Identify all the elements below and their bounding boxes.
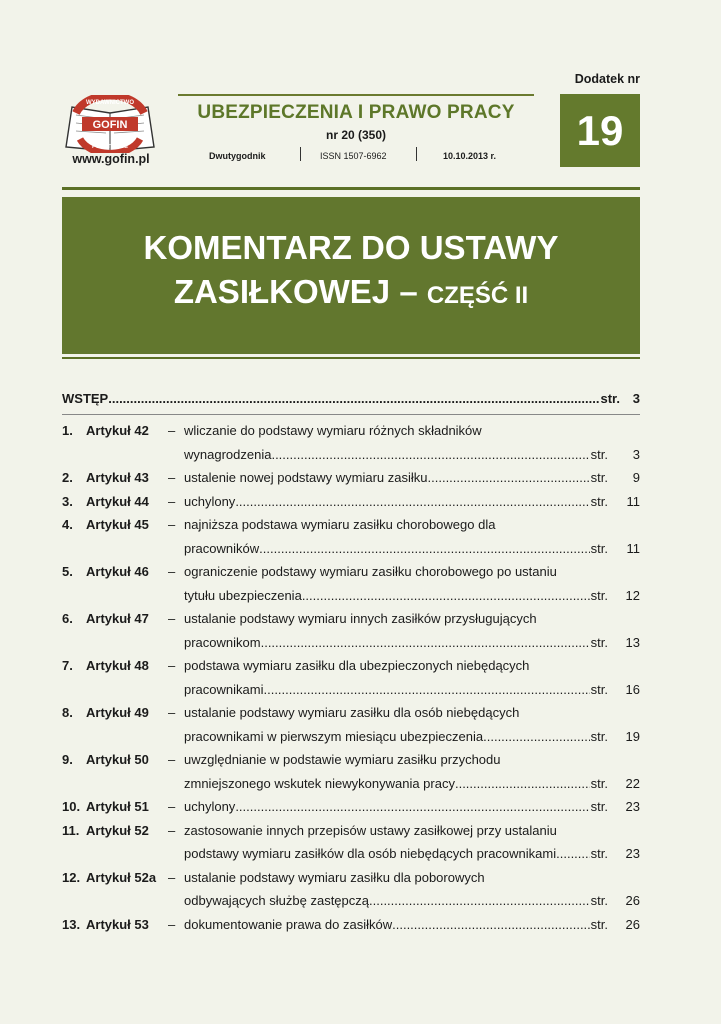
toc-entry-article: Artykuł 51 — [86, 799, 149, 814]
document-title — [62, 226, 640, 318]
toc-entry-str: str. — [590, 728, 608, 744]
toc-entry[interactable] — [62, 913, 640, 937]
toc-entry-description: podstawy wymiaru zasiłków dla osób niebędących pracownikami — [184, 846, 557, 861]
toc-entry-description: pracowników — [184, 540, 260, 556]
toc-entry[interactable] — [62, 654, 640, 701]
toc-entry[interactable] — [62, 866, 640, 913]
toc-entry-dash: – — [168, 517, 176, 532]
toc-entry-page: 26 — [625, 893, 640, 908]
toc-entry-article: Artykuł 47 — [86, 611, 149, 626]
toc-entry-page: 23 — [625, 846, 640, 861]
toc-entry-description: wynagrodzenia — [184, 446, 272, 462]
toc-entry-description: uchylony — [184, 493, 236, 509]
toc-entry-page: 23 — [625, 799, 640, 814]
toc-entry-article: Artykuł 46 — [86, 564, 149, 579]
toc-entry-number: 13. — [62, 916, 81, 932]
toc-entry-description: zastosowanie innych przepisów ustawy zasiłkowej przy ustalaniu — [184, 822, 557, 838]
toc-entry-str: str. — [590, 493, 608, 509]
issue-date: 10.10.2013 r. — [443, 151, 497, 161]
toc-entry-article: Artykuł 43 — [86, 470, 149, 485]
toc-entry-dash: – — [168, 658, 176, 673]
supplement-label: Dodatek nr — [574, 72, 640, 86]
leader-dots — [483, 725, 590, 749]
toc-entry-str: str. — [590, 446, 608, 462]
leader-dots — [261, 631, 590, 655]
frequency: Dwutygodnik — [209, 151, 266, 161]
toc-intro-page: 3 — [632, 391, 640, 406]
toc-entry[interactable] — [62, 748, 640, 795]
toc-entry-description: odbywających służbę zastępczą — [184, 893, 369, 908]
toc-entry-description: zmniejszonego wskutek niewykonywania pracy — [184, 775, 455, 791]
leader-dots — [263, 678, 589, 702]
header-top-rule — [178, 94, 534, 96]
leader-dots — [259, 537, 590, 561]
leader-dots — [235, 490, 589, 514]
issue-number: nr 20 (350) — [325, 128, 387, 142]
toc-entry-page: 9 — [632, 470, 640, 485]
toc-entry-dash: – — [168, 493, 176, 509]
toc-divider — [62, 414, 640, 415]
toc-entry-description: pracownikami w pierwszym miesiącu ubezpieczenia — [184, 728, 484, 744]
title-band-rule — [62, 357, 640, 359]
toc-entry-number: 10. — [62, 799, 81, 814]
toc-entry-dash: – — [168, 752, 176, 767]
toc-entry-number: 8. — [62, 705, 73, 720]
toc-entry[interactable] — [62, 701, 640, 748]
toc-entry-str: str. — [590, 916, 608, 932]
meta-separator — [300, 147, 301, 161]
toc-entry-description: ograniczenie podstawy wymiaru zasiłku chorobowego po ustaniu — [184, 564, 557, 579]
title-line-1: KOMENTARZ DO USTAWY — [143, 229, 559, 266]
publication-title: UBEZPIECZENIA I PRAWO PRACY — [197, 102, 515, 123]
toc-entry-dash: – — [168, 799, 176, 814]
toc-entry-str: str. — [590, 470, 608, 485]
toc-entry-number: 5. — [62, 564, 73, 579]
leader-dots — [271, 443, 589, 467]
toc-entry-str: str. — [590, 799, 608, 814]
leader-dots — [455, 772, 590, 796]
toc-entry-article: Artykuł 44 — [86, 493, 149, 509]
toc-entry-number: 2. — [62, 470, 73, 485]
toc-entry-number: 12. — [62, 869, 81, 885]
toc-entry[interactable] — [62, 819, 640, 866]
toc-entry-article: Artykuł 50 — [86, 752, 149, 767]
toc-entry[interactable] — [62, 490, 640, 514]
toc-entry-description: ustalenie nowej podstawy wymiaru zasiłku — [184, 470, 428, 485]
leader-dots — [428, 466, 590, 490]
toc-entries — [62, 419, 640, 936]
toc-entry-number: 4. — [62, 517, 73, 532]
leader-dots — [556, 842, 590, 866]
toc-intro[interactable] — [62, 391, 640, 406]
toc-entry-article: Artykuł 52 — [86, 822, 149, 838]
toc-entry[interactable] — [62, 419, 640, 466]
toc-entry-page: 12 — [625, 587, 640, 603]
toc-entry-page: 11 — [626, 493, 640, 509]
supplement-number: 19 — [560, 94, 640, 167]
toc-entry-str: str. — [590, 775, 608, 791]
toc-entry-article: Artykuł 45 — [86, 517, 149, 532]
header-bottom-rule — [62, 187, 640, 190]
toc-entry-article: Artykuł 48 — [86, 658, 149, 673]
meta-separator — [416, 147, 417, 161]
leader-dots — [369, 889, 590, 913]
logo-arc-bottom: PODATKOWE — [92, 144, 128, 150]
toc-entry-description: wliczanie do podstawy wymiaru różnych składników — [184, 423, 482, 438]
toc-entry-article: Artykuł 49 — [86, 705, 149, 720]
toc-entry-description: ustalanie podstawy wymiaru innych zasiłków przysługujących — [184, 611, 537, 626]
logo-arc-top: WYDAWNICTWO — [86, 100, 134, 106]
toc-entry-number: 11. — [62, 822, 80, 838]
toc-entry-description: ustalanie podstawy wymiaru zasiłku dla poborowych — [184, 869, 485, 885]
toc-entry-str: str. — [590, 587, 608, 603]
logo-banner: GOFIN — [92, 119, 128, 131]
toc-entry-page: 26 — [625, 916, 640, 932]
toc-entry-str: str. — [590, 846, 608, 861]
title-line-2-main: ZASIŁKOWEJ – — [173, 273, 418, 310]
toc-entry[interactable] — [62, 795, 640, 819]
toc-entry-description: dokumentowanie prawa do zasiłków — [184, 916, 393, 932]
leader-dots — [108, 391, 599, 406]
toc-entry-number: 3. — [62, 493, 73, 509]
toc-entry-dash: – — [168, 916, 176, 932]
toc-intro-str: str. — [600, 391, 620, 406]
toc-entry-description: tytułu ubezpieczenia — [184, 587, 302, 603]
toc-entry-dash: – — [168, 705, 176, 720]
toc-entry-page: 3 — [632, 446, 640, 462]
toc-entry[interactable] — [62, 560, 640, 607]
issn: ISSN 1507-6962 — [320, 151, 387, 161]
toc-entry-number: 6. — [62, 611, 73, 626]
toc-entry-str: str. — [590, 540, 608, 556]
toc-intro-label: WSTĘP — [62, 391, 109, 406]
toc-entry-description: pracownikom — [184, 634, 261, 650]
toc-entry-number: 7. — [62, 658, 73, 673]
toc-entry-dash: – — [168, 822, 176, 838]
toc-entry[interactable] — [62, 513, 640, 560]
toc-entry[interactable] — [62, 466, 640, 490]
toc-entry-page: 19 — [625, 728, 640, 744]
toc-entry-page: 22 — [625, 775, 640, 791]
gofin-logo — [62, 95, 158, 153]
leader-dots — [235, 795, 589, 819]
toc-entry-page: 16 — [625, 681, 640, 697]
leader-dots — [392, 913, 590, 937]
toc-entry-dash: – — [168, 564, 176, 579]
toc-entry-dash: – — [168, 470, 176, 485]
toc-entry-page: 13 — [625, 634, 640, 650]
leader-dots — [302, 584, 590, 608]
toc-entry-number: 1. — [62, 423, 73, 438]
toc-entry-article: Artykuł 42 — [86, 423, 149, 438]
toc-entry-description: podstawa wymiaru zasiłku dla ubezpieczonych niebędących — [184, 658, 530, 673]
title-line-2 — [62, 270, 640, 318]
title-part: CZĘŚĆ II — [426, 282, 529, 309]
toc-entry-number: 9. — [62, 752, 73, 767]
toc-entry-str: str. — [590, 893, 608, 908]
toc-entry-dash: – — [168, 611, 176, 626]
toc-entry-description: uwzględnianie w podstawie wymiaru zasiłku przychodu — [184, 752, 501, 767]
toc-entry-description: najniższa podstawa wymiaru zasiłku chorobowego dla — [184, 517, 496, 532]
toc-entry-description: pracownikami — [184, 681, 264, 697]
toc-entry-description: uchylony — [184, 799, 236, 814]
toc-entry-page: 11 — [626, 540, 640, 556]
toc-entry-dash: – — [168, 423, 176, 438]
website-link[interactable]: www.gofin.pl — [72, 152, 150, 166]
toc-entry-description: ustalanie podstawy wymiaru zasiłku dla osób niebędących — [184, 705, 520, 720]
toc-entry-str: str. — [590, 634, 608, 650]
toc-entry[interactable] — [62, 607, 640, 654]
toc-entry-dash: – — [168, 869, 176, 885]
toc-entry-article: Artykuł 53 — [86, 916, 149, 932]
toc-entry-article: Artykuł 52a — [86, 869, 157, 885]
toc-entry-str: str. — [590, 681, 608, 697]
